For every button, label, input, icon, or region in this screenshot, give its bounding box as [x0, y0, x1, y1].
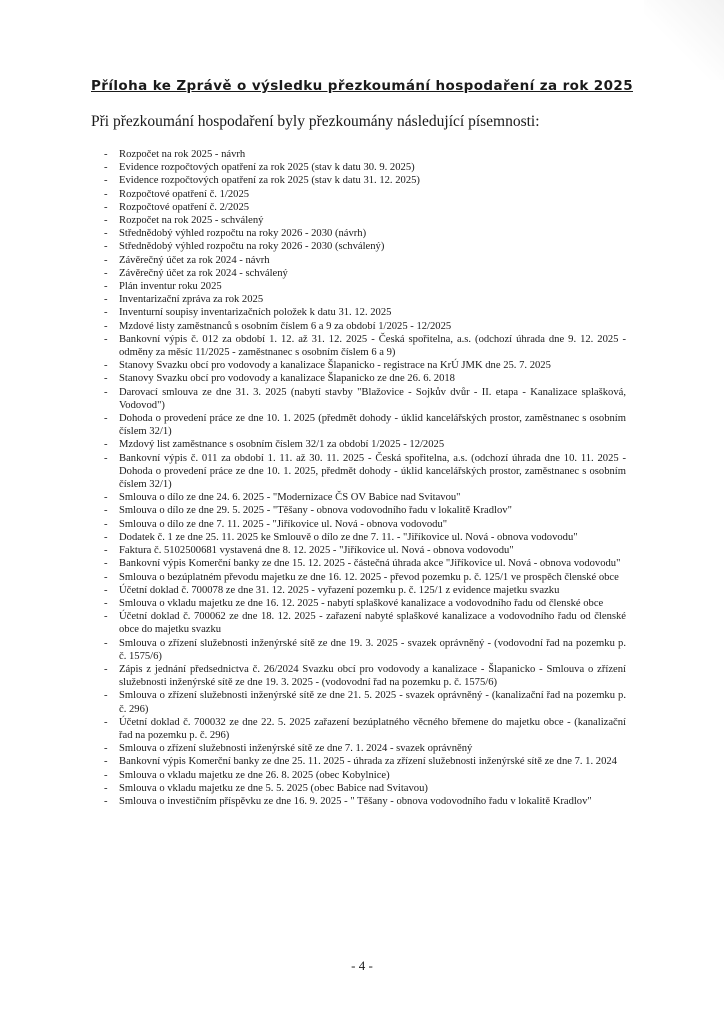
list-item: - Smlouva o bezúplatném převodu majetku ze dne 16. 12. 2025 - převod pozemku p. č. 125/1 ve prospěch členské obce	[104, 571, 626, 584]
list-item: - Evidence rozpočtových opatření za rok 2025 (stav k datu 30. 9. 2025)	[104, 161, 626, 174]
list-item: - Účetní doklad č. 700078 ze dne 31. 12. 2025 - vyřazení pozemku p. č. 125/1 z evidence majetku svazku	[104, 584, 626, 597]
list-item: - Bankovní výpis č. 012 za období 1. 12. až 31. 12. 2025 - Česká spořitelna, a.s. (odchozí úhrada dne 9. 12. 2025 - odměny za měsíc 11/2025 - zaměstnanec s osobním číslem 6 a 9)	[104, 333, 626, 359]
list-item: - Účetní doklad č. 700062 ze dne 18. 12. 2025 - zařazení nabyté splaškové kanalizace a vodovodního řadu od členské obce do majetku svazku	[104, 610, 626, 636]
list-item: - Smlouva o zřízení služebnosti inženýrské sítě ze dne 19. 3. 2025 - svazek oprávněný - (vodovodní řad na pozemku p. č. 1575/6)	[104, 637, 626, 663]
list-item: - Mzdový list zaměstnance s osobním číslem 32/1 za období 1/2025 - 12/2025	[104, 438, 626, 451]
list-item: - Plán inventur roku 2025	[104, 280, 626, 293]
list-item: - Rozpočtové opatření č. 2/2025	[104, 201, 626, 214]
list-item: - Rozpočtové opatření č. 1/2025	[104, 188, 626, 201]
list-item: - Zápis z jednání předsednictva č. 26/2024 Svazku obcí pro vodovody a kanalizace - Šlapanicko - Smlouva o zřízení služebnosti inženýrské sítě ze dne 19. 3. 2025 - (vodovodní řad na pozemku p. č. 1575/6)	[104, 663, 626, 689]
list-item: - Stanovy Svazku obcí pro vodovody a kanalizace Šlapanicko ze dne 26. 6. 2018	[104, 372, 626, 385]
list-item: - Bankovní výpis Komerční banky ze dne 15. 12. 2025 - částečná úhrada akce "Jiříkovice ul. Nová - obnova vodovodu"	[104, 557, 626, 570]
list-item: - Závěrečný účet za rok 2024 - návrh	[104, 254, 626, 267]
list-item: - Střednědobý výhled rozpočtu na roky 2026 - 2030 (schválený)	[104, 240, 626, 253]
intro-text: Při přezkoumání hospodaření byly přezkoumány následující písemnosti:	[91, 113, 540, 130]
page-corner	[644, 0, 724, 80]
list-item: - Dodatek č. 1 ze dne 25. 11. 2025 ke Smlouvě o dílo ze dne 7. 11. - "Jiříkovice ul. Nová - obnova vodovodu"	[104, 531, 626, 544]
list-item: - Smlouva o zřízení služebnosti inženýrské sítě ze dne 21. 5. 2025 - svazek oprávněný - (kanalizační řad na pozemku p. č. 296)	[104, 689, 626, 715]
list-item: - Závěrečný účet za rok 2024 - schválený	[104, 267, 626, 280]
list-item: - Smlouva o investičním příspěvku ze dne 16. 9. 2025 - " Těšany - obnova vodovodního řadu v lokalitě Kradlov"	[104, 795, 626, 808]
list-item: - Inventarizační zpráva za rok 2025	[104, 293, 626, 306]
list-item: - Účetní doklad č. 700032 ze dne 22. 5. 2025 zařazení bezúplatného věcného břemene do majetku obce - (kanalizační řad na pozemku p. č. 296)	[104, 716, 626, 742]
list-item: - Smlouva o dílo ze dne 29. 5. 2025 - "Těšany - obnova vodovodního řadu v lokalitě Kradlov"	[104, 504, 626, 517]
list-item: - Evidence rozpočtových opatření za rok 2025 (stav k datu 31. 12. 2025)	[104, 174, 626, 187]
list-item: - Smlouva o vkladu majetku ze dne 26. 8. 2025 (obec Kobylnice)	[104, 769, 626, 782]
list-item: - Faktura č. 5102500681 vystavená dne 8. 12. 2025 - "Jiříkovice ul. Nová - obnova vodovodu"	[104, 544, 626, 557]
list-item: - Smlouva o zřízení služebnosti inženýrské sítě ze dne 7. 1. 2024 - svazek oprávněný	[104, 742, 626, 755]
list-item: - Rozpočet na rok 2025 - schválený	[104, 214, 626, 227]
page-number: - 4 -	[351, 958, 373, 973]
list-item: - Smlouva o vkladu majetku ze dne 16. 12. 2025 - nabytí splaškové kanalizace a vodovodního řadu od členské obce	[104, 597, 626, 610]
list-item: - Bankovní výpis č. 011 za období 1. 11. až 30. 11. 2025 - Česká spořitelna, a.s. (odchozí úhrada dne 10. 11. 2025 - Dohoda o provedení práce ze dne 10. 1. 2025, předmět dohody - úklid kancelářských prostor, zaměstnanec s osobním číslem 32/1)	[104, 452, 626, 492]
list-item: - Inventurní soupisy inventarizačních položek k datu 31. 12. 2025	[104, 306, 626, 319]
list-item: - Darovací smlouva ze dne 31. 3. 2025 (nabytí stavby "Blažovice - Sojkův dvůr - II. etapa - Kanalizace splašková, Vodovod")	[104, 386, 626, 412]
list-item: - Mzdové listy zaměstnanců s osobním číslem 6 a 9 za období 1/2025 - 12/2025	[104, 320, 626, 333]
list-item: - Rozpočet na rok 2025 - návrh	[104, 148, 626, 161]
document-list	[104, 148, 626, 808]
list-item: - Smlouva o dílo ze dne 24. 6. 2025 - "Modernizace ČS OV Babice nad Svitavou"	[104, 491, 626, 504]
list-item: - Smlouva o dílo ze dne 7. 11. 2025 - "Jiříkovice ul. Nová - obnova vodovodu"	[104, 518, 626, 531]
document-title: Příloha ke Zprávě o výsledku přezkoumání hospodaření za rok 2025	[91, 78, 633, 94]
list-item: - Stanovy Svazku obcí pro vodovody a kanalizace Šlapanicko - registrace na KrÚ JMK dne 25. 7. 2025	[104, 359, 626, 372]
list-item: - Bankovní výpis Komerční banky ze dne 25. 11. 2025 - úhrada za zřízení služebnosti inženýrské sítě ze dne 7. 1. 2024	[104, 755, 626, 768]
list-item: - Smlouva o vkladu majetku ze dne 5. 5. 2025 (obec Babice nad Svitavou)	[104, 782, 626, 795]
list-item: - Střednědobý výhled rozpočtu na roky 2026 - 2030 (návrh)	[104, 227, 626, 240]
list-item: - Dohoda o provedení práce ze dne 10. 1. 2025 (předmět dohody - úklid kancelářských prostor, zaměstnanec s osobním číslem 32/1)	[104, 412, 626, 438]
